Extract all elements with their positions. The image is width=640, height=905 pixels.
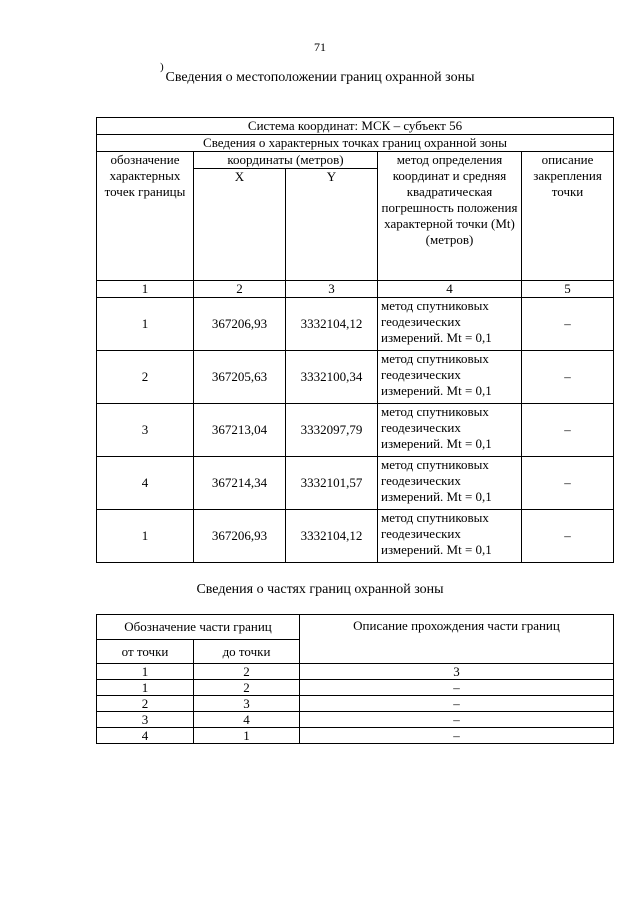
column-number: 1 — [97, 664, 194, 680]
description-value: – — [522, 351, 614, 404]
points-subheader: Сведения о характерных точках границ охранной зоны — [97, 135, 614, 152]
method-text: метод спутниковых геодезических измерений. Mt = 0,1 — [378, 351, 522, 404]
y-value: 3332101,57 — [286, 457, 378, 510]
point-id: 4 — [97, 457, 194, 510]
description-value: – — [522, 510, 614, 563]
column-number: 2 — [194, 664, 300, 680]
section-title-location: Сведения о местоположении границ охранной зоны — [165, 70, 475, 85]
column-number: 3 — [286, 281, 378, 298]
table-row — [97, 680, 614, 696]
section-title-parts: Сведения о частях границ охранной зоны — [196, 582, 444, 597]
points-table — [96, 117, 614, 563]
description-value: – — [522, 298, 614, 351]
header-part-designation: Обозначение части границ — [97, 615, 300, 640]
point-id: 1 — [97, 298, 194, 351]
x-value: 367206,93 — [194, 298, 286, 351]
method-text: метод спутниковых геодезических измерений. Mt = 0,1 — [378, 510, 522, 563]
from-point: 1 — [97, 680, 194, 696]
header-y: Y — [286, 169, 378, 281]
from-point: 2 — [97, 696, 194, 712]
part-description: – — [300, 728, 614, 744]
point-id: 2 — [97, 351, 194, 404]
to-point: 4 — [194, 712, 300, 728]
x-value: 367206,93 — [194, 510, 286, 563]
table-row — [97, 298, 614, 351]
column-number: 3 — [300, 664, 614, 680]
table-row — [97, 351, 614, 404]
parts-table — [96, 614, 614, 744]
y-value: 3332100,34 — [286, 351, 378, 404]
to-point: 3 — [194, 696, 300, 712]
stray-mark: ) — [160, 61, 164, 73]
to-point: 2 — [194, 680, 300, 696]
point-id: 1 — [97, 510, 194, 563]
part-description: – — [300, 680, 614, 696]
column-number: 2 — [194, 281, 286, 298]
method-text: метод спутниковых геодезических измерений. Mt = 0,1 — [378, 404, 522, 457]
method-text: метод спутниковых геодезических измерений. Mt = 0,1 — [378, 298, 522, 351]
part-description: – — [300, 712, 614, 728]
table-row — [97, 404, 614, 457]
header-point-label: обозначение характерных точек границы — [97, 152, 194, 281]
header-part-description: Описание прохождения части границ — [300, 615, 614, 664]
header-description: описание закрепления точки — [522, 152, 614, 281]
point-id: 3 — [97, 404, 194, 457]
table-row — [97, 457, 614, 510]
to-point: 1 — [194, 728, 300, 744]
description-value: – — [522, 457, 614, 510]
header-method: метод определения координат и средняя квадратическая погрешность положения характерной точки (Mt) (метров) — [378, 152, 522, 281]
part-description: – — [300, 696, 614, 712]
from-point: 4 — [97, 728, 194, 744]
table-row — [97, 712, 614, 728]
description-value: – — [522, 404, 614, 457]
table-row — [97, 696, 614, 712]
table-row — [97, 728, 614, 744]
y-value: 3332104,12 — [286, 298, 378, 351]
header-from-point: от точки — [97, 640, 194, 664]
method-text: метод спутниковых геодезических измерений. Mt = 0,1 — [378, 457, 522, 510]
header-x: X — [194, 169, 286, 281]
coordinate-system-cell: Система координат: МСК – субъект 56 — [97, 118, 614, 135]
column-number: 4 — [378, 281, 522, 298]
table-row — [97, 510, 614, 563]
y-value: 3332097,79 — [286, 404, 378, 457]
x-value: 367213,04 — [194, 404, 286, 457]
header-to-point: до точки — [194, 640, 300, 664]
x-value: 367214,34 — [194, 457, 286, 510]
column-number: 1 — [97, 281, 194, 298]
y-value: 3332104,12 — [286, 510, 378, 563]
header-coordinates: координаты (метров) — [194, 152, 378, 169]
page-number: 71 — [314, 40, 326, 54]
column-number: 5 — [522, 281, 614, 298]
from-point: 3 — [97, 712, 194, 728]
x-value: 367205,63 — [194, 351, 286, 404]
